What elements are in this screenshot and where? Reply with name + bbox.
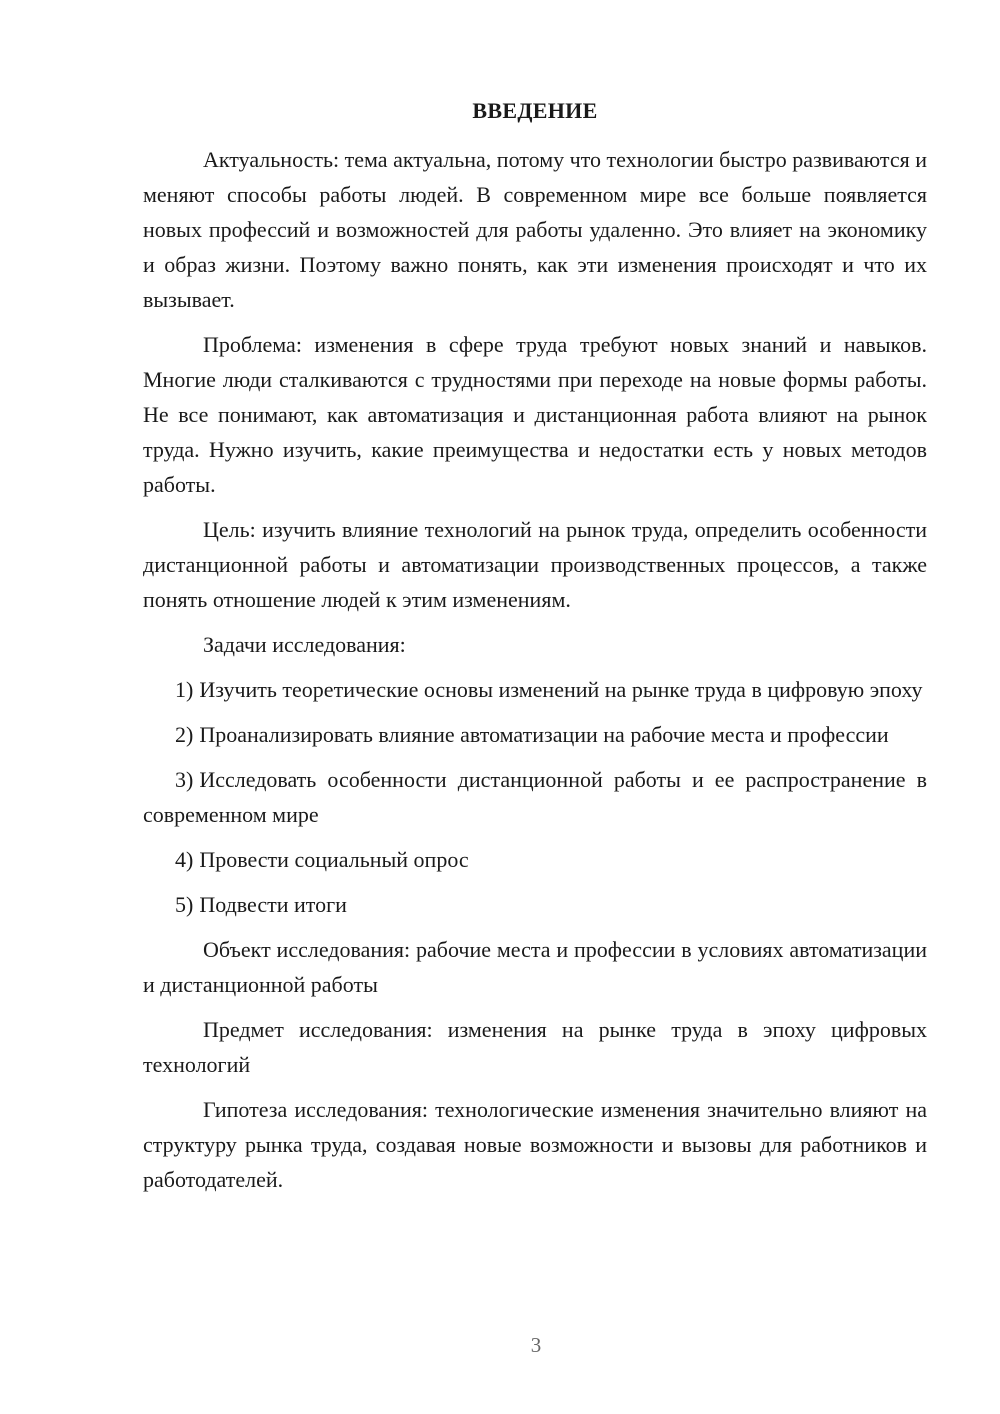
relevance-paragraph: Актуальность: тема актуальна, потому что технологии быстро развиваются и меняют способы работы людей. В современном мире все больше появляется новых профессий и возможностей для работы удаленно. Это влияет на экономику и образ жизни. Поэтому важно понять, как эти изменения происходят и что их вызывает. bbox=[143, 147, 927, 312]
task-text: Провести социальный опрос bbox=[199, 847, 469, 872]
hypothesis-paragraph: Гипотеза исследования: технологические изменения значительно влияют на структуру рынка труда, создавая новые возможности и вызовы для работников и работодателей. bbox=[143, 1097, 927, 1192]
task-number: 1) bbox=[175, 677, 194, 702]
goal-paragraph: Цель: изучить влияние технологий на рынок труда, определить особенности дистанционной работы и автоматизации производственных процессов, а также понять отношение людей к этим изменениям. bbox=[143, 517, 927, 612]
task-text: Изучить теоретические основы изменений на рынке труда в цифровую эпоху bbox=[199, 677, 923, 702]
task-item bbox=[143, 672, 927, 707]
page-content bbox=[143, 96, 927, 1207]
task-item bbox=[143, 762, 927, 832]
object-paragraph: Объект исследования: рабочие места и профессии в условиях автоматизации и дистанционной работы bbox=[143, 937, 927, 997]
problem-paragraph: Проблема: изменения в сфере труда требуют новых знаний и навыков. Многие люди сталкиваются с трудностями при переходе на новые формы работы. Не все понимают, как автоматизация и дистанционная работа влияют на рынок труда. Нужно изучить, какие преимущества и недостатки есть у новых методов работы. bbox=[143, 332, 927, 497]
task-number: 5) bbox=[175, 892, 194, 917]
section-heading: ВВЕДЕНИЕ bbox=[472, 98, 598, 123]
task-number: 3) bbox=[175, 767, 194, 792]
task-number: 4) bbox=[175, 847, 194, 872]
subject-paragraph: Предмет исследования: изменения на рынке труда в эпоху цифровых технологий bbox=[143, 1017, 927, 1077]
task-item bbox=[143, 887, 927, 922]
task-item bbox=[143, 717, 927, 752]
page-number: 3 bbox=[530, 1333, 542, 1357]
task-text: Исследовать особенности дистанционной работы и ее распространение в современном мире bbox=[143, 767, 927, 827]
task-number: 2) bbox=[175, 722, 194, 747]
tasks-heading: Задачи исследования: bbox=[203, 632, 406, 657]
task-text: Проанализировать влияние автоматизации на рабочие места и профессии bbox=[199, 722, 889, 747]
task-item bbox=[143, 842, 927, 877]
task-text: Подвести итоги bbox=[199, 892, 347, 917]
